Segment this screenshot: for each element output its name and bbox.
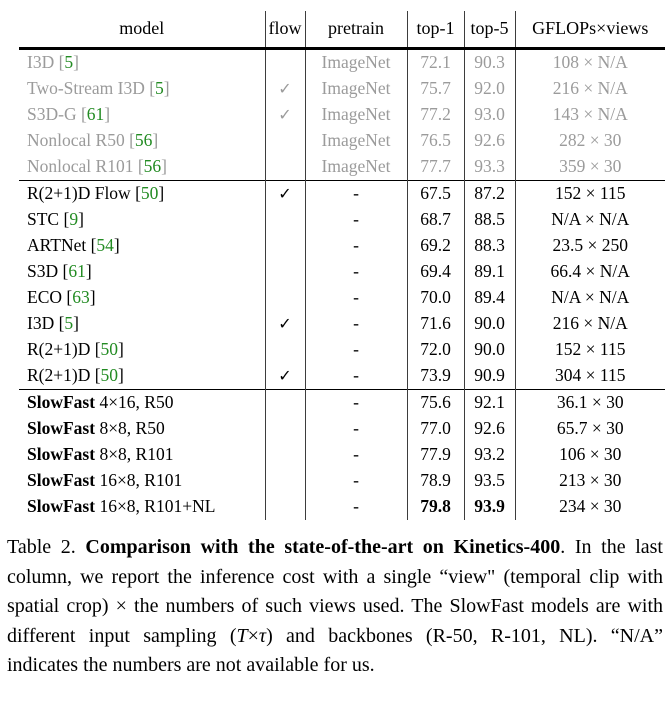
caption-segment: × bbox=[247, 624, 259, 647]
caption-segment: τ bbox=[258, 624, 267, 647]
pretrain-cell: - bbox=[305, 337, 407, 363]
gflops-views-cell: 216 × N/A bbox=[515, 311, 665, 337]
flow-cell bbox=[265, 285, 305, 311]
pretrain-cell: - bbox=[305, 311, 407, 337]
results-table bbox=[19, 11, 665, 520]
citation-ref[interactable]: 5 bbox=[64, 52, 74, 73]
column-header-model: model bbox=[19, 11, 265, 49]
flow-cell bbox=[265, 468, 305, 494]
pretrain-cell: - bbox=[305, 207, 407, 233]
top5-cell: 87.2 bbox=[464, 181, 515, 208]
model-cell: SlowFast 8×8, R101 bbox=[27, 444, 174, 465]
top5-cell: 88.5 bbox=[464, 207, 515, 233]
gflops-views-cell: 359 × 30 bbox=[515, 154, 665, 181]
citation-ref[interactable]: 50 bbox=[100, 339, 119, 360]
top5-cell: 88.3 bbox=[464, 233, 515, 259]
column-header-pretrain: pretrain bbox=[305, 11, 407, 49]
top1-cell: 77.2 bbox=[407, 102, 464, 128]
model-name-bold: SlowFast bbox=[27, 418, 96, 439]
pretrain-cell: - bbox=[305, 390, 407, 417]
top5-cell: 89.4 bbox=[464, 285, 515, 311]
pretrain-cell: ImageNet bbox=[305, 128, 407, 154]
gflops-views-cell: 152 × 115 bbox=[515, 337, 665, 363]
top5-cell: 92.6 bbox=[464, 128, 515, 154]
top1-cell: 78.9 bbox=[407, 468, 464, 494]
top5-cell: 93.9 bbox=[464, 494, 515, 520]
model-cell: R(2+1)D [50] bbox=[27, 365, 124, 386]
top5-cell: 92.1 bbox=[464, 390, 515, 417]
flow-cell: ✓ bbox=[265, 181, 305, 208]
flow-cell bbox=[265, 337, 305, 363]
top1-cell: 77.7 bbox=[407, 154, 464, 181]
top5-cell: 93.2 bbox=[464, 442, 515, 468]
table-row bbox=[19, 337, 665, 363]
citation-ref[interactable]: 61 bbox=[68, 261, 86, 282]
gflops-views-cell: 234 × 30 bbox=[515, 494, 665, 520]
model-name-bold: SlowFast bbox=[27, 470, 96, 491]
top1-cell: 77.0 bbox=[407, 416, 464, 442]
gflops-views-cell: 152 × 115 bbox=[515, 181, 665, 208]
gflops-views-cell: 65.7 × 30 bbox=[515, 416, 665, 442]
citation-ref[interactable]: 61 bbox=[86, 104, 105, 125]
citation-ref[interactable]: 9 bbox=[69, 209, 79, 230]
table-header-row bbox=[19, 11, 665, 49]
top5-cell: 90.0 bbox=[464, 337, 515, 363]
flow-cell: ✓ bbox=[265, 363, 305, 390]
pretrain-cell: - bbox=[305, 468, 407, 494]
flow-cell bbox=[265, 416, 305, 442]
caption-segment: Comparison with the state-of-the-art on Kinetics-400 bbox=[85, 536, 561, 558]
table-row bbox=[19, 468, 665, 494]
pretrain-cell: - bbox=[305, 442, 407, 468]
flow-cell: ✓ bbox=[265, 102, 305, 128]
citation-ref[interactable]: 56 bbox=[134, 130, 153, 151]
gflops-views-cell: 282 × 30 bbox=[515, 128, 665, 154]
column-header-top5: top-5 bbox=[464, 11, 515, 49]
top1-cell: 71.6 bbox=[407, 311, 464, 337]
top5-cell: 90.9 bbox=[464, 363, 515, 390]
model-name-bold: SlowFast bbox=[27, 496, 96, 517]
pretrain-cell: - bbox=[305, 494, 407, 520]
gflops-views-cell: N/A × N/A bbox=[515, 285, 665, 311]
citation-ref[interactable]: 56 bbox=[143, 156, 162, 177]
model-name-bold: SlowFast bbox=[27, 392, 96, 413]
caption-segment: Table 2. bbox=[7, 536, 86, 558]
model-cell: S3D [61] bbox=[27, 261, 92, 282]
top1-cell: 75.6 bbox=[407, 390, 464, 417]
flow-cell: ✓ bbox=[265, 311, 305, 337]
model-cell: ECO [63] bbox=[27, 287, 96, 308]
top1-cell: 75.7 bbox=[407, 76, 464, 102]
top1-cell: 72.1 bbox=[407, 49, 464, 77]
pretrain-cell: ImageNet bbox=[305, 76, 407, 102]
flow-cell bbox=[265, 154, 305, 181]
table-row bbox=[19, 49, 665, 77]
top5-cell: 93.3 bbox=[464, 154, 515, 181]
top1-cell: 69.4 bbox=[407, 259, 464, 285]
gflops-views-cell: 108 × N/A bbox=[515, 49, 665, 77]
citation-ref[interactable]: 50 bbox=[140, 183, 159, 204]
model-cell: SlowFast 8×8, R50 bbox=[27, 418, 165, 439]
model-cell: Two-Stream I3D [5] bbox=[27, 78, 170, 99]
column-header-flops: GFLOPs×views bbox=[515, 11, 665, 49]
table-row bbox=[19, 285, 665, 311]
gflops-views-cell: 213 × 30 bbox=[515, 468, 665, 494]
top5-cell: 90.3 bbox=[464, 49, 515, 77]
pretrain-cell: - bbox=[305, 285, 407, 311]
top1-cell: 77.9 bbox=[407, 442, 464, 468]
table-caption bbox=[7, 533, 663, 681]
flow-cell: ✓ bbox=[265, 76, 305, 102]
flow-cell bbox=[265, 442, 305, 468]
flow-cell bbox=[265, 259, 305, 285]
citation-ref[interactable]: 63 bbox=[72, 287, 90, 308]
table-row bbox=[19, 259, 665, 285]
top5-cell: 90.0 bbox=[464, 311, 515, 337]
caption-segment: ) and backbones (R-50, R-101, NL). “N/A” indicates the numbers are not available for us. bbox=[7, 624, 663, 676]
top1-cell: 79.8 bbox=[407, 494, 464, 520]
gflops-views-cell: 216 × N/A bbox=[515, 76, 665, 102]
top1-cell: 68.7 bbox=[407, 207, 464, 233]
gflops-views-cell: 23.5 × 250 bbox=[515, 233, 665, 259]
table-row bbox=[19, 494, 665, 520]
gflops-views-cell: 143 × N/A bbox=[515, 102, 665, 128]
table-row bbox=[19, 390, 665, 417]
caption-segment: . In the last column, we report the inference cost with a single “view" (temporal clip with spatial crop) × the numbers of such views used. The SlowFast models are with different input sampling ( bbox=[7, 536, 663, 647]
top1-cell: 73.9 bbox=[407, 363, 464, 390]
citation-ref[interactable]: 50 bbox=[100, 365, 119, 386]
flow-cell bbox=[265, 390, 305, 417]
table-row bbox=[19, 76, 665, 102]
pretrain-cell: - bbox=[305, 233, 407, 259]
pretrain-cell: - bbox=[305, 416, 407, 442]
pretrain-cell: - bbox=[305, 259, 407, 285]
top1-cell: 67.5 bbox=[407, 181, 464, 208]
top5-cell: 93.0 bbox=[464, 102, 515, 128]
top1-cell: 70.0 bbox=[407, 285, 464, 311]
pretrain-cell: - bbox=[305, 181, 407, 208]
table-row bbox=[19, 181, 665, 208]
model-name-bold: SlowFast bbox=[27, 444, 96, 465]
gflops-views-cell: 36.1 × 30 bbox=[515, 390, 665, 417]
top5-cell: 92.6 bbox=[464, 416, 515, 442]
table-row bbox=[19, 154, 665, 181]
pretrain-cell: ImageNet bbox=[305, 102, 407, 128]
model-cell: ARTNet [54] bbox=[27, 235, 120, 256]
model-cell: R(2+1)D Flow [50] bbox=[19, 181, 265, 208]
top5-cell: 89.1 bbox=[464, 259, 515, 285]
flow-cell bbox=[265, 233, 305, 259]
flow-cell bbox=[265, 49, 305, 77]
top1-cell: 69.2 bbox=[407, 233, 464, 259]
model-cell: SlowFast 16×8, R101+NL bbox=[27, 496, 216, 517]
caption-segment: T bbox=[236, 624, 248, 647]
top1-cell: 72.0 bbox=[407, 337, 464, 363]
flow-cell bbox=[265, 207, 305, 233]
table-row bbox=[19, 128, 665, 154]
model-cell: R(2+1)D [50] bbox=[27, 339, 124, 360]
gflops-views-cell: N/A × N/A bbox=[515, 207, 665, 233]
citation-ref[interactable]: 5 bbox=[155, 78, 164, 99]
table-row bbox=[19, 416, 665, 442]
citation-ref[interactable]: 54 bbox=[96, 235, 114, 256]
table-row bbox=[19, 311, 665, 337]
model-cell: STC [9] bbox=[27, 209, 84, 230]
table-row bbox=[19, 207, 665, 233]
gflops-views-cell: 66.4 × N/A bbox=[515, 259, 665, 285]
gflops-views-cell: 304 × 115 bbox=[515, 363, 665, 390]
pretrain-cell: ImageNet bbox=[305, 49, 407, 77]
pretrain-cell: - bbox=[305, 363, 407, 390]
top1-cell: 76.5 bbox=[407, 128, 464, 154]
model-cell: SlowFast 16×8, R101 bbox=[27, 470, 183, 491]
model-cell: S3D-G [61] bbox=[27, 104, 111, 125]
table-row bbox=[19, 233, 665, 259]
column-header-top1: top-1 bbox=[407, 11, 464, 49]
flow-cell bbox=[265, 494, 305, 520]
table-row bbox=[19, 363, 665, 390]
top5-cell: 92.0 bbox=[464, 76, 515, 102]
model-cell: I3D [5] bbox=[27, 313, 79, 334]
gflops-views-cell: 106 × 30 bbox=[515, 442, 665, 468]
top5-cell: 93.5 bbox=[464, 468, 515, 494]
model-cell: Nonlocal R50 [56] bbox=[27, 130, 159, 151]
model-cell: Nonlocal R101 [56] bbox=[27, 156, 167, 177]
column-header-flow: flow bbox=[265, 11, 305, 49]
table-row bbox=[19, 102, 665, 128]
citation-ref[interactable]: 5 bbox=[64, 313, 74, 334]
table-row bbox=[19, 442, 665, 468]
model-cell: SlowFast 4×16, R50 bbox=[19, 390, 265, 417]
flow-cell bbox=[265, 128, 305, 154]
model-cell: I3D [5] bbox=[27, 52, 79, 73]
pretrain-cell: ImageNet bbox=[305, 154, 407, 181]
